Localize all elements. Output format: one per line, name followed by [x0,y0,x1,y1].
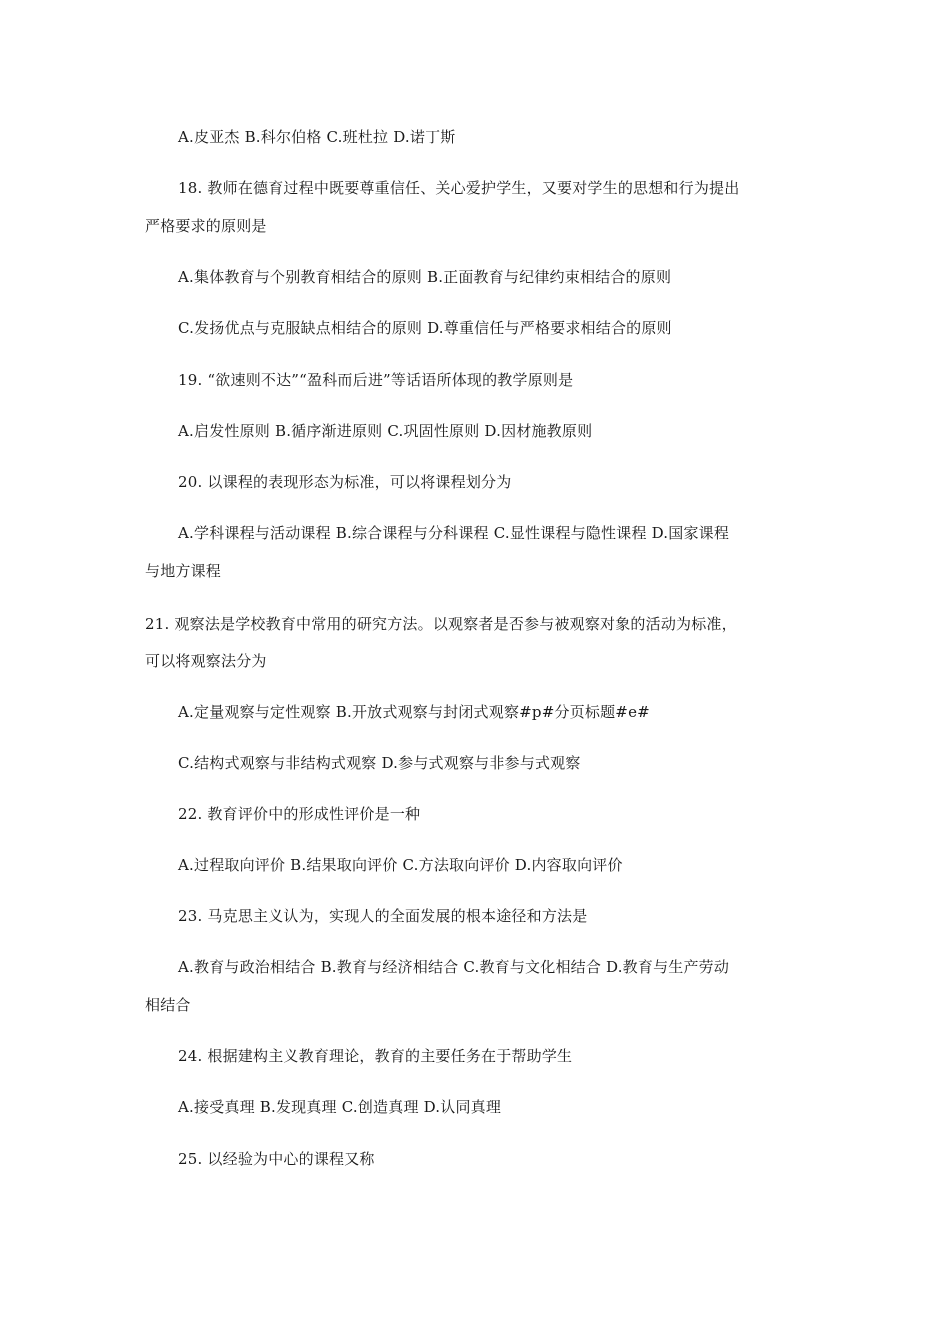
q20-stem: 20. 以课程的表现形态为标准，可以将课程划分为 [178,473,512,491]
q18-stem-cont: 严格要求的原则是 [145,217,267,235]
q17-options: A.皮亚杰 B.科尔伯格 C.班杜拉 D.诺丁斯 [178,128,456,146]
q21-options-ab: A.定量观察与定性观察 B.开放式观察与封闭式观察#p#分页标题#e# [178,703,650,721]
q23-options: A.教育与政治相结合 B.教育与经济相结合 C.教育与文化相结合 D.教育与生产劳动 [178,958,730,976]
q20-options: A.学科课程与活动课程 B.综合课程与分科课程 C.显性课程与隐性课程 D.国家课程 [178,524,730,542]
q22-stem: 22. 教育评价中的形成性评价是一种 [178,805,421,823]
q24-options: A.接受真理 B.发现真理 C.创造真理 D.认同真理 [178,1098,502,1116]
q22-options: A.过程取向评价 B.结果取向评价 C.方法取向评价 D.内容取向评价 [178,856,623,874]
q23-options-cont: 相结合 [145,996,191,1014]
q18-options-ab: A.集体教育与个别教育相结合的原则 B.正面教育与纪律约束相结合的原则 [178,268,672,286]
q21-stem-cont: 可以将观察法分为 [145,652,267,670]
q18-stem: 18. 教师在德育过程中既要尊重信任、关心爱护学生，又要对学生的思想和行为提出 [178,179,740,197]
q20-options-cont: 与地方课程 [145,562,222,580]
q24-stem: 24. 根据建构主义教育理论，教育的主要任务在于帮助学生 [178,1047,573,1065]
q18-options-cd: C.发扬优点与克服缺点相结合的原则 D.尊重信任与严格要求相结合的原则 [178,319,672,337]
q21-stem: 21. 观察法是学校教育中常用的研究方法。以观察者是否参与被观察对象的活动为标准， [145,615,737,633]
q23-stem: 23. 马克思主义认为，实现人的全面发展的根本途径和方法是 [178,907,588,925]
q25-stem: 25. 以经验为中心的课程又称 [178,1150,375,1168]
q21-options-cd: C.结构式观察与非结构式观察 D.参与式观察与非参与式观察 [178,754,581,772]
q19-stem: 19. “欲速则不达”“盈科而后进”等话语所体现的教学原则是 [178,371,574,389]
q19-options: A.启发性原则 B.循序渐进原则 C.巩固性原则 D.因材施教原则 [178,422,593,440]
